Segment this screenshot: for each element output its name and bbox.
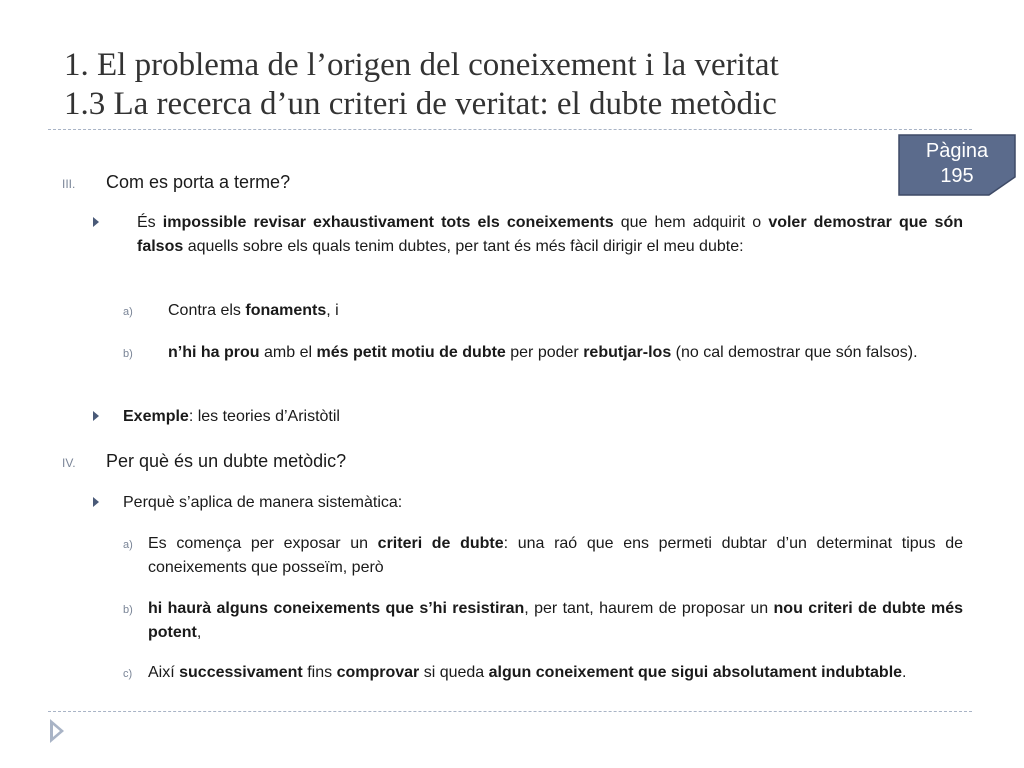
badge-line-2: 195 xyxy=(940,165,974,187)
text: Perquè s’aplica de manera sistemàtica: xyxy=(123,494,403,511)
text: És xyxy=(137,214,163,231)
bold-text: criteri de dubte xyxy=(377,535,504,552)
bold-text: algun coneixement que sigui absolutament indubtable xyxy=(488,664,903,681)
bold-text: rebutjar-los xyxy=(583,344,672,361)
text: , per tant, haurem de proposar un xyxy=(524,600,774,617)
bold-text: nou criteri de dubte més potent xyxy=(148,600,964,641)
text: (no cal demostrar que són falsos). xyxy=(671,344,918,361)
sub-item-c xyxy=(123,661,963,685)
bold-text: fonaments xyxy=(245,302,327,319)
slide-nav-icon[interactable] xyxy=(47,717,67,745)
bullet-arrow-icon xyxy=(93,411,99,421)
text: Així xyxy=(148,664,180,681)
text: : una raó que ens permeti dubtar d’un determinat tipus de coneixements que posseïm, però xyxy=(148,535,964,576)
text: , xyxy=(196,624,202,641)
bold-text: hi haurà alguns coneixements que s’hi resistiran xyxy=(148,600,525,617)
roman-number: III. xyxy=(62,177,76,191)
title-line-2: 1.3 La recerca d’un criteri de veritat: el dubte metòdic xyxy=(64,86,777,122)
bullet-arrow-icon xyxy=(93,217,99,227)
text: Es comença per exposar un xyxy=(148,535,378,552)
letter-marker: b) xyxy=(123,348,133,360)
sub-item-b xyxy=(123,597,964,645)
text: que hem adquirit o xyxy=(613,214,769,231)
bullet-sistematica xyxy=(123,491,963,515)
text: amb el xyxy=(259,344,317,361)
text: Contra els xyxy=(168,302,246,319)
heading-text: Com es porta a terme? xyxy=(106,172,291,192)
bold-text: comprovar xyxy=(336,664,420,681)
bold-text: impossible revisar exhaustivament tots els coneixements xyxy=(162,214,614,231)
bullet-impossible xyxy=(137,211,963,259)
heading-text: Per què és un dubte metòdic? xyxy=(106,451,347,471)
sub-item-a xyxy=(123,299,963,323)
text: , i xyxy=(326,302,339,319)
bold-text: Exemple xyxy=(123,408,189,425)
text: . xyxy=(902,664,907,681)
roman-number: IV. xyxy=(62,456,76,470)
footer-divider xyxy=(48,711,972,712)
bold-text: successivament xyxy=(179,664,303,681)
letter-marker: a) xyxy=(123,539,133,551)
slide-title xyxy=(64,46,984,124)
bullet-exemple xyxy=(123,405,963,429)
sub-item-b xyxy=(123,341,963,365)
badge-line-1: Pàgina xyxy=(925,140,989,162)
text: si queda xyxy=(419,664,489,681)
bold-text: més petit motiu de dubte xyxy=(316,344,506,361)
section-iii-heading xyxy=(62,170,966,194)
title-line-1: 1. El problema de l’origen del coneixement i la veritat xyxy=(64,47,779,83)
bullet-arrow-icon xyxy=(93,497,99,507)
letter-marker: b) xyxy=(123,604,133,616)
bold-text: voler demostrar que són falsos xyxy=(137,214,964,255)
text: aquells sobre els quals tenim dubtes, per tant és més fàcil dirigir el meu dubte: xyxy=(183,238,744,255)
text: per poder xyxy=(505,344,584,361)
sub-item-a xyxy=(123,532,964,580)
letter-marker: a) xyxy=(123,306,133,318)
bold-text: n’hi ha prou xyxy=(168,344,260,361)
title-divider xyxy=(48,129,972,130)
letter-marker: c) xyxy=(123,668,133,680)
text: fins xyxy=(302,664,337,681)
section-iv-heading xyxy=(62,449,966,473)
text: : les teories d’Aristòtil xyxy=(188,408,340,425)
